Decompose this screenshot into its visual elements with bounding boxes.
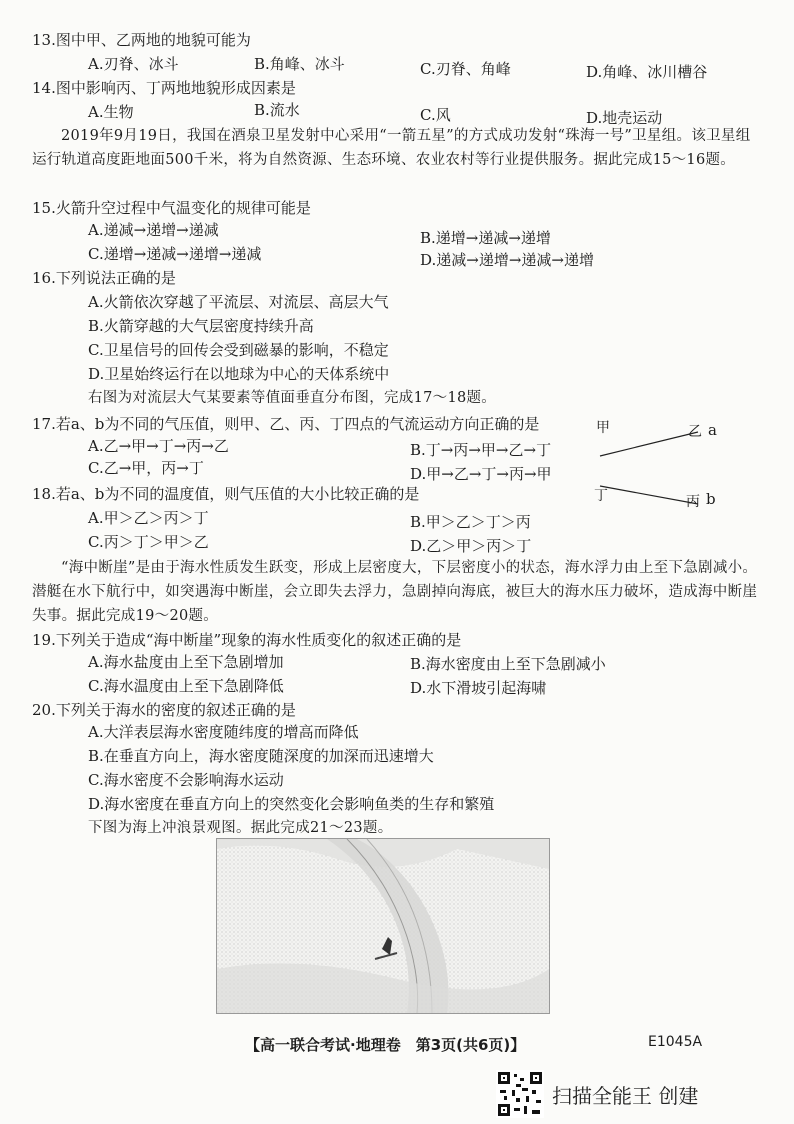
surfing-wave-photo: [216, 838, 550, 1014]
question-16-stem: 16.下列说法正确的是: [32, 269, 176, 287]
q13-option-c: C.刃脊、角峰: [420, 60, 511, 78]
q15-option-c: C.递增→递减→递增→递减: [88, 245, 262, 263]
question-20-stem: 20.下列关于海水的密度的叙述正确的是: [32, 701, 296, 719]
question-18-stem: 18.若a、b为不同的温度值，则气压值的大小比较正确的是: [32, 485, 420, 503]
intro-21-23: 下图为海上冲浪景观图。据此完成21～23题。: [88, 820, 393, 836]
point-ding-label: 丁: [594, 488, 608, 504]
q20-option-c: C.海水密度不会影响海水运动: [88, 771, 284, 789]
q16-option-c: C.卫星信号的回传会受到磁暴的影响，不稳定: [88, 341, 389, 359]
q17-option-a: A.乙→甲→丁→丙→乙: [88, 437, 229, 455]
isoline-a-label: a: [708, 421, 717, 439]
q16-option-d: D.卫星始终运行在以地球为中心的天体系统中: [88, 365, 390, 383]
isoline-a: [600, 432, 698, 456]
point-yi-label: 乙: [688, 424, 702, 440]
q20-option-a: A.大洋表层海水密度随纬度的增高而降低: [88, 723, 359, 741]
q18-option-c: C.丙＞丁＞甲＞乙: [88, 533, 209, 551]
q14-option-a: A.生物: [88, 103, 134, 121]
point-jia-label: 甲: [596, 420, 610, 436]
q18-option-d: D.乙＞甲＞丙＞丁: [410, 537, 532, 555]
q17-option-c: C.乙→甲，丙→丁: [88, 459, 204, 477]
scanner-watermark: 扫描全能王 创建: [552, 1084, 699, 1108]
q18-option-b: B.甲＞乙＞丁＞丙: [410, 513, 531, 531]
intro-15-16: 2019年9月19日，我国在酒泉卫星发射中心采用“一箭五星”的方式成功发射“珠海一号”卫星组。该卫星组运行轨道高度距地面500千米，将为自然资源、生态环境、农业农村等行业提供服务。据此完成15～16题。: [32, 128, 751, 168]
q19-option-c: C.海水温度由上至下急剧降低: [88, 677, 284, 695]
qr-code-icon: [496, 1070, 544, 1118]
q16-option-b: B.火箭穿越的大气层密度持续升高: [88, 317, 314, 335]
question-15-stem: 15.火箭升空过程中气温变化的规律可能是: [32, 199, 311, 217]
q15-option-b: B.递增→递减→递增: [420, 229, 551, 247]
q13-option-a: A.刃脊、冰斗: [88, 55, 179, 73]
q18-option-a: A.甲＞乙＞丙＞丁: [88, 509, 209, 527]
isoline-b: [600, 486, 698, 504]
exam-code: E1045A: [648, 1034, 703, 1050]
question-19-stem: 19.下列关于造成“海中断崖”现象的海水性质变化的叙述正确的是: [32, 631, 462, 649]
isoline-diagram: [580, 418, 730, 518]
q13-option-d: D.角峰、冰川槽谷: [586, 63, 708, 81]
q20-option-b: B.在垂直方向上，海水密度随深度的加深而迅速增大: [88, 747, 434, 765]
q19-option-a: A.海水盐度由上至下急剧增加: [88, 653, 284, 671]
q14-option-c: C.风: [420, 106, 451, 124]
q13-option-b: B.角峰、冰斗: [254, 55, 345, 73]
q15-option-d: D.递减→递增→递减→递增: [420, 251, 594, 269]
wave-illustration: [217, 839, 549, 1013]
q17-option-d: D.甲→乙→丁→丙→甲: [410, 465, 552, 483]
question-14-stem: 14.图中影响丙、丁两地地貌形成因素是: [32, 79, 296, 97]
q14-option-b: B.流水: [254, 101, 300, 119]
isoline-b-label: b: [706, 490, 716, 508]
question-17-stem: 17.若a、b为不同的气压值，则甲、乙、丙、丁四点的气流运动方向正确的是: [32, 415, 540, 433]
q17-option-b: B.丁→丙→甲→乙→丁: [410, 441, 552, 459]
page-footer-title: 【高一联合考试·地理卷 第3页(共6页)】: [245, 1036, 526, 1054]
intro-17-18: 右图为对流层大气某要素等值面垂直分布图，完成17～18题。: [88, 390, 497, 406]
q19-option-b: B.海水密度由上至下急剧减小: [410, 655, 606, 673]
q16-option-a: A.火箭依次穿越了平流层、对流层、高层大气: [88, 293, 389, 311]
q14-option-d: D.地壳运动: [586, 109, 663, 127]
q20-option-d: D.海水密度在垂直方向上的突然变化会影响鱼类的生存和繁殖: [88, 795, 495, 813]
point-bing-label: 丙: [686, 494, 700, 510]
q15-option-a: A.递减→递增→递减: [88, 221, 219, 239]
q19-option-d: D.水下滑坡引起海啸: [410, 679, 547, 697]
question-13-stem: 13.图中甲、乙两地的地貌可能为: [32, 31, 251, 49]
intro-19-20: “海中断崖”是由于海水性质发生跃变，形成上层密度大，下层密度小的状态，海水浮力由上至下急剧减小。潜艇在水下航行中，如突遇海中断崖，会立即失去浮力，急剧掉向海底，被巨大的海水压力破坏，造成海中断崖失事。据此完成19～20题。: [32, 560, 758, 624]
